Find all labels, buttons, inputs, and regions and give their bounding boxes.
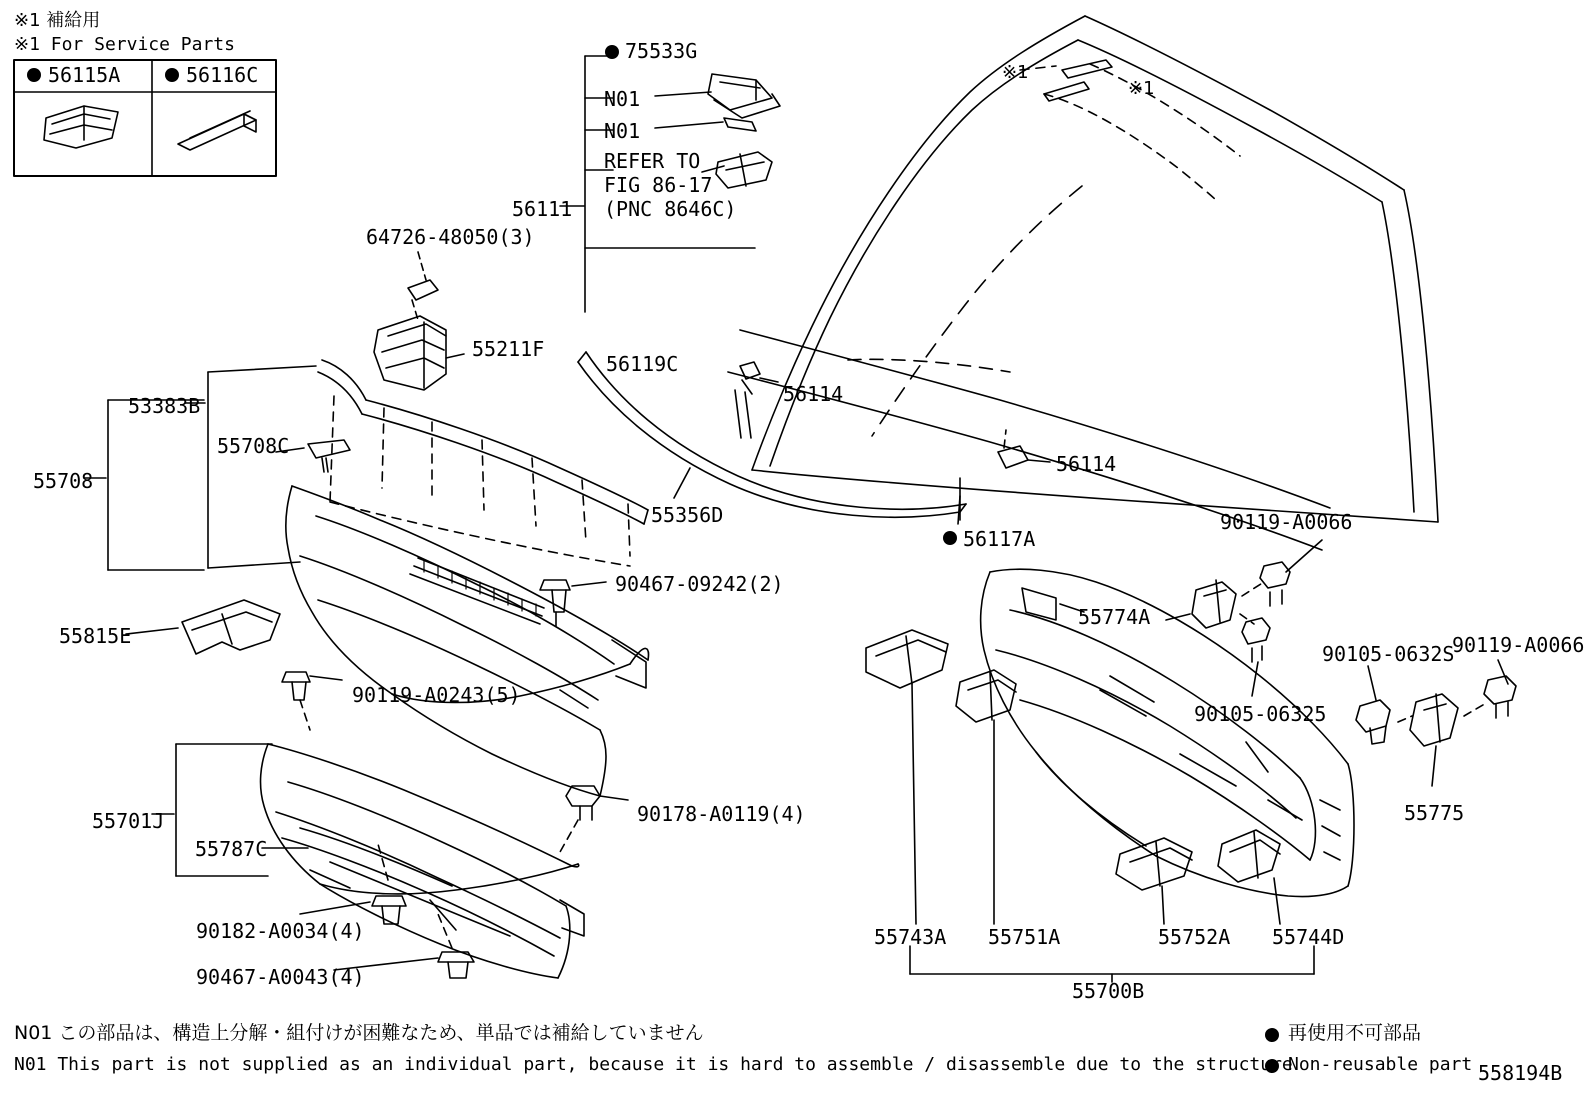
callout-refer-to: REFER TO: [604, 149, 701, 173]
callout-55775: 55775: [1404, 801, 1465, 825]
callout-55708c: 55708C: [217, 434, 290, 458]
callout-55751a: 55751A: [988, 925, 1061, 949]
callout-star1-b: ※1: [1128, 78, 1155, 99]
callout-55752a: 55752A: [1158, 925, 1231, 949]
callout-90105-0632s-right: 90105-0632S: [1322, 642, 1455, 666]
callout-56111: 56111: [512, 197, 573, 221]
legend-code-56115a: 56115A: [48, 63, 121, 87]
note-n01-jp: N01 この部品は、構造上分解・組付けが困難なため、単品では補給していません: [14, 1022, 704, 1044]
callout-90119-a0243: 90119-A0243(5): [352, 683, 521, 707]
legend-code-56116c: 56116C: [186, 63, 259, 87]
callout-53383b: 53383B: [128, 394, 201, 418]
callout-90178-a0119: 90178-A0119(4): [637, 802, 806, 826]
callout-55700b: 55700B: [1072, 979, 1145, 1003]
callout-56114-upper: 56114: [783, 382, 844, 406]
callout-90467-a0043: 90467-A0043(4): [196, 965, 365, 989]
note-service-parts-jp: ※1 補給用: [14, 10, 101, 31]
callout-55743a: 55743A: [874, 925, 947, 949]
callout-55356d: 55356D: [651, 503, 724, 527]
callout-90467-09242: 90467-09242(2): [615, 572, 784, 596]
callout-56114-lower: 56114: [1056, 452, 1117, 476]
callout-n01-upper: N01: [604, 87, 641, 111]
callout-55708: 55708: [33, 469, 94, 493]
note-n01-en: N01 This part is not supplied as an individual part, because it is hard to assemble / disassemble due to the structure: [14, 1054, 1293, 1075]
callout-55815e: 55815E: [59, 624, 132, 648]
callout-55211f: 55211F: [472, 337, 545, 361]
callout-star1-a: ※1: [1002, 62, 1029, 83]
callout-90182-a0034: 90182-A0034(4): [196, 919, 365, 943]
callout-90105-06325-left: 90105-06325: [1194, 702, 1327, 726]
callout-pnc-8646c: (PNC 8646C): [604, 197, 737, 221]
callout-64726-48050: 64726-48050(3): [366, 225, 535, 249]
callout-55774a: 55774A: [1078, 605, 1151, 629]
callout-55787c: 55787C: [195, 837, 268, 861]
callout-55701j: 55701J: [92, 809, 165, 833]
figure-code: 558194B: [1478, 1061, 1563, 1085]
note-service-parts-en: ※1 For Service Parts: [14, 34, 235, 55]
callout-55744d: 55744D: [1272, 925, 1345, 949]
callout-n01-lower: N01: [604, 119, 641, 143]
callout-56117a: 56117A: [963, 527, 1036, 551]
callout-90119-a0066-right: 90119-A0066: [1452, 633, 1585, 657]
callout-56119c: 56119C: [606, 352, 679, 376]
legend-nonreusable-en: Non-reusable part: [1288, 1054, 1473, 1075]
callout-fig-86-17: FIG 86-17: [604, 173, 713, 197]
callout-75533g: 75533G: [625, 39, 698, 63]
legend-nonreusable-jp: 再使用不可部品: [1288, 1022, 1422, 1044]
callout-90119-a0066-left: 90119-A0066: [1220, 510, 1353, 534]
